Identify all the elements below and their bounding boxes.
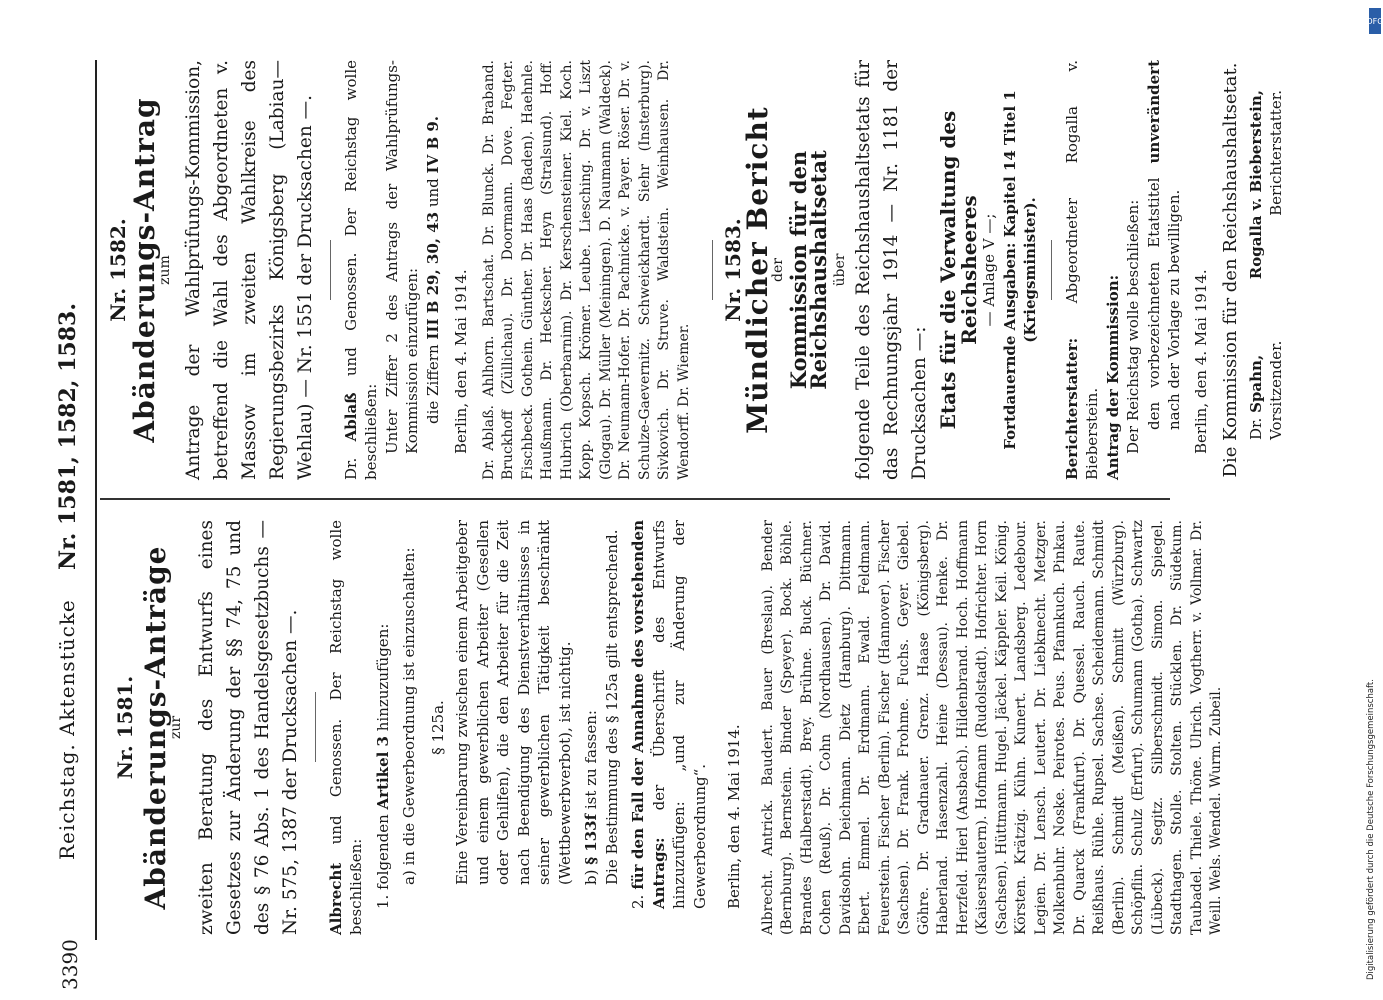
section-number: Nr. 1582. (106, 218, 130, 322)
reporter-line: Berichterstatter: Abgeordneter Rogalla v. Bieberstein. (1062, 60, 1101, 480)
page-number: 3390 (58, 939, 82, 990)
date-line: Berlin, den 4. Mai 1914. (452, 269, 470, 454)
section-title: Abänderungs-Anträge (138, 545, 172, 910)
ueber-label: über (831, 253, 848, 287)
kriegsminister-label: (Kriegsminister). (1021, 197, 1039, 343)
kapitel-label: Fortdauernde Ausgaben: Kapitel 14 Titel 1 (1000, 90, 1019, 450)
anlage-label: — Anlage V —; (980, 213, 998, 327)
section-number: Nr. 1581. (113, 675, 137, 780)
section-title: Abänderungs-Antrag (127, 97, 161, 443)
divider (330, 240, 331, 300)
divider (712, 240, 713, 300)
divider (1051, 240, 1052, 300)
dfg-logo: DFG (1369, 8, 1381, 34)
item-1a: a) in die Gewerbeordnung ist einzuschalten: (400, 547, 418, 885)
column-divider (100, 499, 1170, 501)
antrag-heading: Antrag der Kommission: (1103, 274, 1122, 480)
section-title: Mündlicher Bericht (740, 106, 774, 434)
section-1583 (712, 60, 1287, 480)
signature-chair: Dr. Spahn, Vorsitzender. (1246, 340, 1285, 440)
closing-line: Die Kommission für den Reichshaushaltsetat. (1220, 62, 1241, 478)
signature-reporter: Rogalla v. Bieberstein, Berichterstatter. (1246, 90, 1285, 280)
running-header-title: Reichstag. Aktenstücke (55, 599, 79, 860)
zur-label: zur (168, 715, 184, 740)
running-header-numbers: Nr. 1581, 1582, 1583. (55, 303, 81, 570)
commission-name: Kommission für den Reichshaushaltsetat (785, 150, 831, 390)
signatories: Albrecht. Antrick. Baudert. Bauer (Breslau). Bender (Bernburg). Bernstein. Binder (Speyer). Bock. Böhle. Brandes (Halberstadt). Brey. Brühne. Buck. Büchner. Cohen (Reuß). Dr. Cohn (Nordhausen). Dr. David. Davidsohn. Deichmann. Dietz (Hamburg). Dittmann. Ebert. Emmel. Dr. Erdmann. Ewald. Feldmann. Feuerstein. Fischer (Berlin). Fischer (Hannover). Fischer (Sachsen). Dr. Frank. Frohme. Fuchs. Geyer. Giebel. Göhre. Dr. Gradnauer. Grenz. Haase (Königsberg). Haberland. Hasenzahl. Heine (Dessau). Henke. Dr. Herzfeld. Hierl (Ansbach). Hildenbrand. Hoch. Hoffmann (Kaiserslautern). Hofmann (Rudolstadt). Hofrichter. Horn (Sachsen). Hüttmann. Hugel. Jäckel. Käppler. Keil. König. Körsten. Krätzig. Kühn. Kunert. Landsberg. Ledebour. Legien. Dr. Lensch. Leutert. Dr. Liebknecht. Metzger. Molkenbuhr. Noske. Peirotes. Peus. Pfannkuch. Pinkau. Dr. Quarck (Frankfurt). Dr. Quessel. Rauch. Raute. Reißhaus. Rühle. Rupsel. Sachse. Scheidemann. Schmidt (Berlin). Schmidt (Meißen). Schmitt (Würzburg). Schöpflin. Schulz (Erfurt). Schumann (Gotha). Schwartz (Lübeck). Segitz. Silberschmidt. Simon. Spiegel. Stadthagen. Stolle. Stolten. Stücklen. Dr. Südekum. Taubadel. Thiele. Thöne. Ulrich. Vogtherr. v. Vollmar. Dr. Weill. Wels. Wendel. Wurm. Zubeil. (759, 520, 1224, 935)
section-number: Nr. 1583. (721, 218, 745, 322)
item-1: 1. folgenden Artikel 3 hinzuzufügen: (373, 623, 392, 909)
etat-title: Etats für die Verwaltung des Reichsheeres (936, 110, 981, 430)
section-lead: Antrage der Wahlprüfungs-Kommission, betreffend die Wahl des Abgeordneten v. Massow im zweiten Wahlkreise des Regierungsbezirks Königsberg (Labiau—Wehlau) — Nr. 1551 der Drucksachen —. (182, 60, 316, 480)
divider (315, 693, 316, 763)
section-lead: folgende Teile des Reichshaushaltsetats für das Rechnungsjahr 1914 — Nr. 1181 der Drucksachen —: (853, 60, 930, 480)
signature-block (1246, 60, 1287, 480)
item-2: 2. für den Fall der Annahme des vorstehenden Antrags: der Überschrift des Entwurfs hinzuzufügen: „und zur Änderung der Gewerbeordnung“. (629, 520, 709, 909)
item-1b: b) § 133f ist zu fassen: (582, 710, 600, 885)
der-label: der (770, 258, 786, 282)
date-line: Berlin, den 4. Mai 1914. (1191, 269, 1210, 454)
section-1582 (108, 60, 694, 480)
motion-intro: Dr. Ablaß und Genossen. Der Reichstag wolle beschließen: (341, 60, 380, 480)
item-1b-text: Die Bestimmung des § 125a gilt entsprechend. (602, 529, 621, 885)
motion-text: Unter Ziffer 2 des Antrags der Wahlprüfungs-Kommission einzufügen: (382, 60, 421, 454)
zum-label: zum (157, 255, 173, 285)
date-line: Berlin, den 4. Mai 1914. (725, 724, 743, 909)
motion-intro: Albrecht und Genossen. Der Reichstag wolle beschließen: (326, 520, 365, 935)
header-rule (95, 60, 97, 940)
paragraph-text: Eine Vereinbarung zwischen einem Arbeitgeber und einem gewerblichen Arbeiter (Gesellen oder Gehilfen), die den Arbeiter für die Zeit nach Beendigung des Dienstverhältnisses in seiner gewerblichen Tätigkeit beschränkt (Wettbewerbverbot), ist nichtig. (453, 520, 574, 885)
signatories: Dr. Ablaß. Ahlhorn. Bartschat. Dr. Blunck. Dr. Braband. Bruckhoff (Züllichau). Dr. Doormann. Dove. Fegter. Fischbeck. Gothein. Günther. Dr. Haas (Baden). Haehnle. Haußmann. Dr. Heckscher. Heyn (Stralsund). Hoff. Hubrich (Oberbarnim). Dr. Kerschensteiner. Kiel. Koch. Kopp. Kopsch. Krömer. Leube. Liesching. Dr. v. Liszt (Glogau). Dr. Müller (Meiningen). D. Naumann (Waldeck). Dr. Neumann-Hofer. Dr. Pachnicke. v. Payer. Röser. Dr. v. Schulze-Gaevernitz. Schweickhardt. Siehr (Insterburg). Sivkovich. Dr. Struve. Waldstein. Weinhausen. Dr. Wendorff. Dr. Wiemer. (480, 60, 692, 480)
antrag-text: Der Reichstag wolle beschließen: (1124, 199, 1142, 454)
section-lead: zweiten Beratung des Entwurfs eines Gesetzes zur Änderung der §§ 74, 75 und des § 76 Abs. 1 des Handelsgesetzbuchs — Nr. 575, 1387 der Drucksachen —. (195, 520, 301, 935)
motion-figures: die Ziffern III B 29, 30, 43 und IV B 9. (423, 116, 442, 424)
section-1581 (115, 520, 1227, 935)
digitization-note: Digitalisierung gefördert durch die Deutsche Forschungsgemeinschaft. (1366, 679, 1376, 980)
antrag-decision: den vorbezeichneten Etatstitel unverändert nach der Vorlage zu bewilligen. (1144, 60, 1183, 430)
paragraph-sign: § 125a. (428, 700, 447, 755)
